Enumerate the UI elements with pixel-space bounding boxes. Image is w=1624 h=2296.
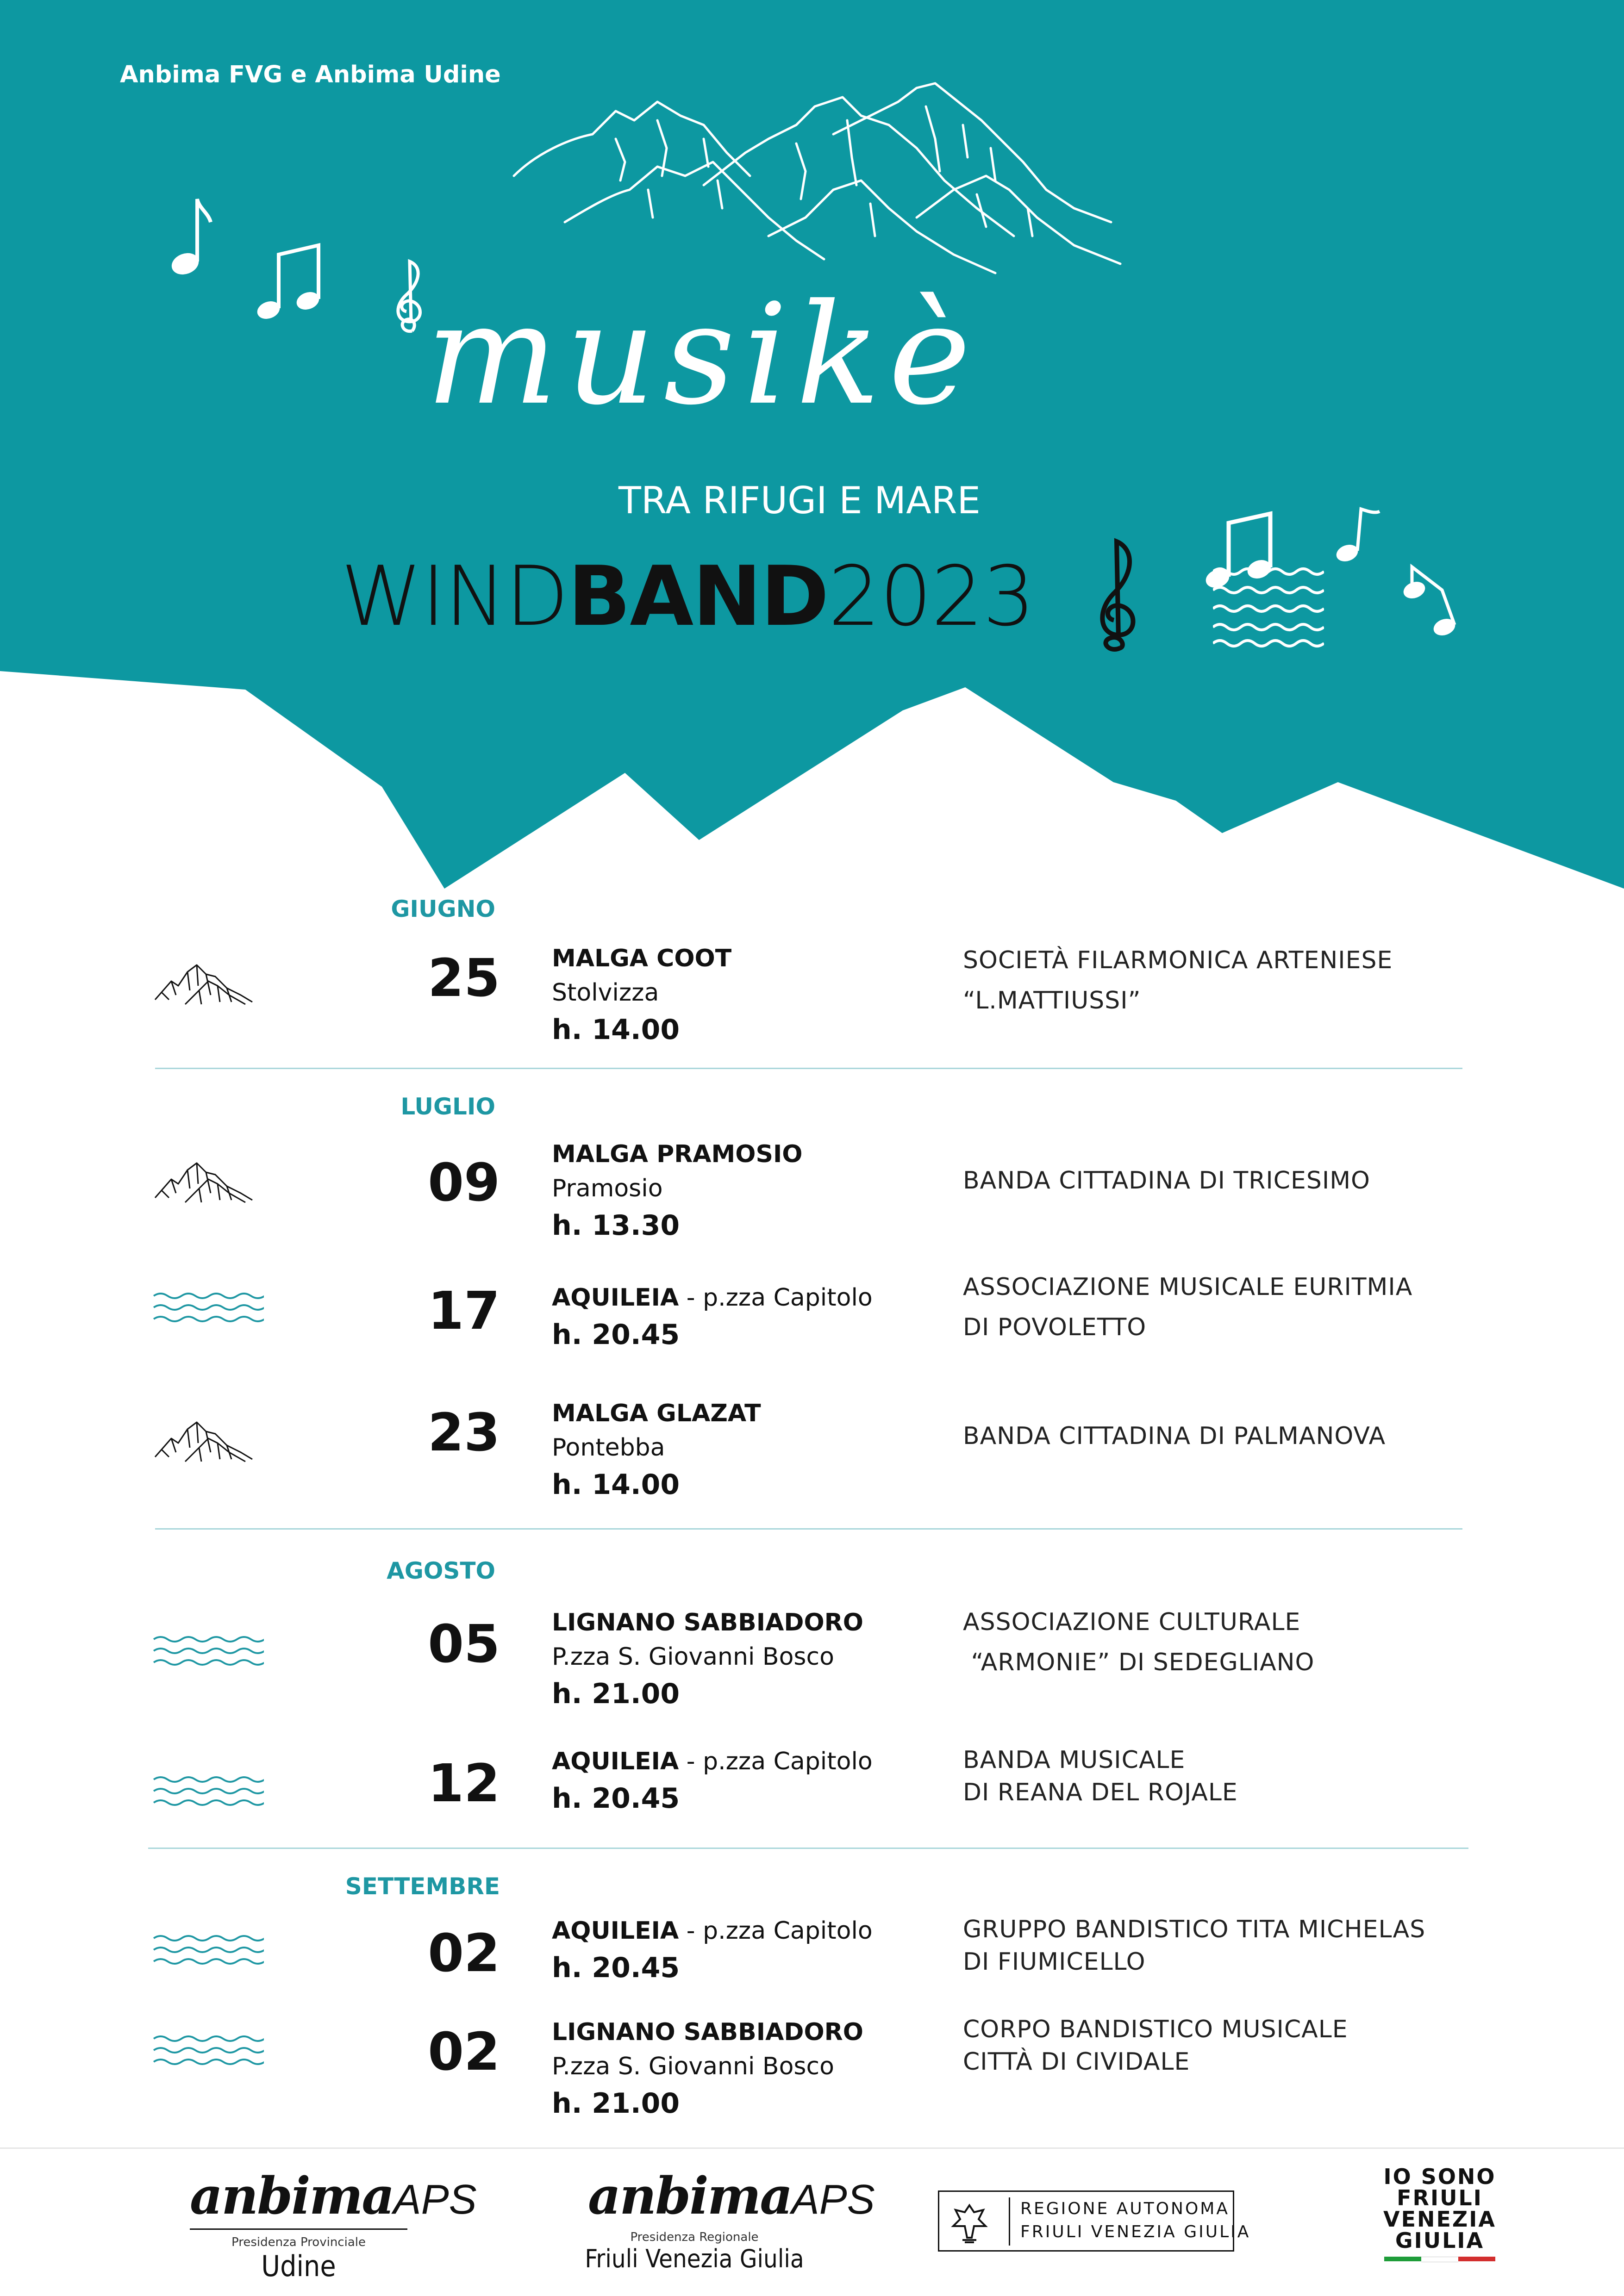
- event-time: h. 14.00: [552, 1013, 680, 1046]
- venue-name: LIGNANO SABBIADORO: [552, 1609, 863, 1636]
- event-band: [963, 940, 1393, 1021]
- venue-detail: - p.zza Capitolo: [679, 1917, 873, 1945]
- event-day: 17: [428, 1281, 500, 1341]
- venue-name: MALGA COOT: [552, 945, 732, 972]
- event-band: [963, 1744, 1238, 1809]
- regione-line: REGIONE AUTONOMA: [1020, 2199, 1230, 2218]
- subtitle: TRA RIFUGI E MARE: [618, 479, 981, 522]
- logo-io-sono-fvg: [1370, 2166, 1509, 2262]
- title-text: musikè: [426, 274, 979, 436]
- logo-anbima-udine: [190, 2166, 477, 2286]
- waves-icon: [153, 1291, 264, 1324]
- iosono-line: VENEZIA: [1383, 2207, 1496, 2232]
- event-venue: [552, 1138, 803, 1245]
- band-line: ASSOCIAZIONE CULTURALE: [963, 1608, 1301, 1636]
- windband-part-band: BAND: [568, 548, 828, 644]
- venue-place: Stolvizza: [552, 978, 659, 1007]
- event-time: h. 21.00: [552, 2087, 680, 2120]
- band-line: “L.MATTIUSSI”: [963, 987, 1141, 1015]
- waves-icon: [153, 2034, 264, 2066]
- event-day: 02: [428, 2022, 500, 2082]
- treble-clef-icon: [384, 252, 435, 340]
- regione-line: FRIULI VENEZIA GIULIA: [1020, 2222, 1251, 2241]
- separator: [155, 1068, 1462, 1069]
- mountain-icon: [153, 1147, 255, 1207]
- double-note-icon: [255, 241, 324, 324]
- month-label-giugno: GIUGNO: [391, 896, 495, 922]
- event-venue: [552, 1606, 863, 1714]
- event-day: 12: [428, 1754, 500, 1814]
- footer-divider: [0, 2147, 1624, 2149]
- event-day: 02: [428, 1923, 500, 1984]
- logo-place: Udine: [261, 2249, 336, 2283]
- venue-name: MALGA PRAMOSIO: [552, 1140, 803, 1168]
- band-line: DI FIUMICELLO: [963, 1948, 1146, 1976]
- venue-name: AQUILEIA: [552, 1284, 679, 1312]
- month-label-settembre: SETTEMBRE: [345, 1873, 500, 1900]
- event-band: [963, 1416, 1386, 1456]
- band-line: GRUPPO BANDISTICO TITA MICHELAS: [963, 1916, 1426, 1943]
- mountain-icon: [153, 949, 255, 1009]
- logo-suffix: APS: [791, 2177, 875, 2223]
- venue-name: AQUILEIA: [552, 1917, 679, 1945]
- windband-part-wind: WIND: [341, 548, 568, 644]
- venue-place: P.zza S. Giovanni Bosco: [552, 1643, 834, 1671]
- event-time: h. 20.45: [552, 1318, 680, 1351]
- mountain-icon: [153, 1406, 255, 1466]
- event-time: h. 20.45: [552, 1782, 680, 1815]
- logo-wordmark: anbima: [588, 2166, 792, 2226]
- iosono-line: GIULIA: [1395, 2228, 1485, 2253]
- event-day: 25: [428, 948, 500, 1008]
- event-venue: [552, 942, 731, 1050]
- band-line: CITTÀ DI CIVIDALE: [963, 2048, 1190, 2076]
- venue-detail: - p.zza Capitolo: [679, 1748, 873, 1775]
- event-venue: [552, 1281, 873, 1355]
- band-line: SOCIETÀ FILARMONICA ARTENIESE: [963, 946, 1393, 974]
- band-line: ASSOCIAZIONE MUSICALE EURITMIA: [963, 1273, 1413, 1301]
- logo-rule: [190, 2228, 407, 2230]
- band-line: DI REANA DEL ROJALE: [963, 1779, 1238, 1807]
- logo-caption: Presidenza Provinciale: [231, 2235, 366, 2249]
- event-band: [963, 1161, 1370, 1201]
- month-label-luglio: LUGLIO: [400, 1093, 495, 1120]
- event-day: 05: [428, 1614, 500, 1674]
- italian-flag-stripe: [1370, 2257, 1509, 2262]
- music-note-icon: [167, 190, 218, 278]
- event-time: h. 20.45: [552, 1951, 680, 1984]
- band-line: “ARMONIE” DI SEDEGLIANO: [963, 1649, 1315, 1677]
- band-line: BANDA CITTADINA DI TRICESIMO: [963, 1167, 1370, 1195]
- venue-name: LIGNANO SABBIADORO: [552, 2018, 863, 2046]
- iosono-line: IO SONO: [1383, 2164, 1496, 2189]
- iosono-line: FRIULI: [1397, 2185, 1483, 2210]
- event-band: [963, 1602, 1315, 1683]
- logo-caption: Presidenza Regionale: [630, 2230, 759, 2244]
- logo-suffix: APS: [393, 2177, 477, 2223]
- event-venue: [552, 2016, 863, 2123]
- music-note-icon: [1333, 502, 1384, 567]
- band-line: DI POVOLETTO: [963, 1313, 1147, 1342]
- event-time: h. 13.30: [552, 1209, 680, 1242]
- event-venue: [552, 1397, 761, 1505]
- logo-wordmark: anbima: [190, 2166, 394, 2226]
- event-venue: [552, 1745, 873, 1818]
- event-band: [963, 1267, 1412, 1348]
- event-band: [963, 2013, 1348, 2078]
- event-day: 09: [428, 1153, 500, 1213]
- venue-place: Pontebba: [552, 1433, 665, 1462]
- event-time: h. 21.00: [552, 1677, 680, 1710]
- band-line: BANDA CITTADINA DI PALMANOVA: [963, 1422, 1386, 1450]
- venue-place: Pramosio: [552, 1174, 663, 1202]
- event-day: 23: [428, 1403, 500, 1463]
- organizer-line: Anbima FVG e Anbima Udine: [120, 61, 501, 88]
- waves-icon: [153, 1775, 264, 1807]
- logo-place: Friuli Venezia Giulia: [585, 2244, 804, 2273]
- windband-part-year: 2023: [828, 548, 1034, 644]
- event-time: h. 14.00: [552, 1468, 680, 1501]
- venue-name: MALGA GLAZAT: [552, 1400, 761, 1427]
- logo-divider: [1009, 2197, 1010, 2246]
- band-line: BANDA MUSICALE: [963, 1746, 1186, 1774]
- waves-icon: [153, 1635, 264, 1667]
- title-script: [417, 273, 1305, 449]
- eagle-icon: [949, 2198, 990, 2245]
- windband-title: [341, 548, 1034, 644]
- treble-clef-icon: [1083, 532, 1153, 662]
- band-line: CORPO BANDISTICO MUSICALE: [963, 2016, 1348, 2043]
- month-label-agosto: AGOSTO: [387, 1557, 495, 1584]
- mountains-illustration: [509, 69, 1157, 301]
- event-band: [963, 1913, 1425, 1978]
- logo-regione-fvg: [938, 2190, 1251, 2252]
- sea-waves-illustration: [1213, 562, 1324, 650]
- separator: [155, 1528, 1462, 1530]
- separator: [148, 1848, 1468, 1849]
- venue-place: P.zza S. Giovanni Bosco: [552, 2052, 834, 2080]
- event-venue: [552, 1914, 873, 1988]
- double-note-icon: [1398, 562, 1463, 641]
- venue-detail: - p.zza Capitolo: [679, 1284, 873, 1312]
- waves-icon: [153, 1934, 264, 1966]
- logo-anbima-fvg: [579, 2166, 875, 2286]
- venue-name: AQUILEIA: [552, 1748, 679, 1775]
